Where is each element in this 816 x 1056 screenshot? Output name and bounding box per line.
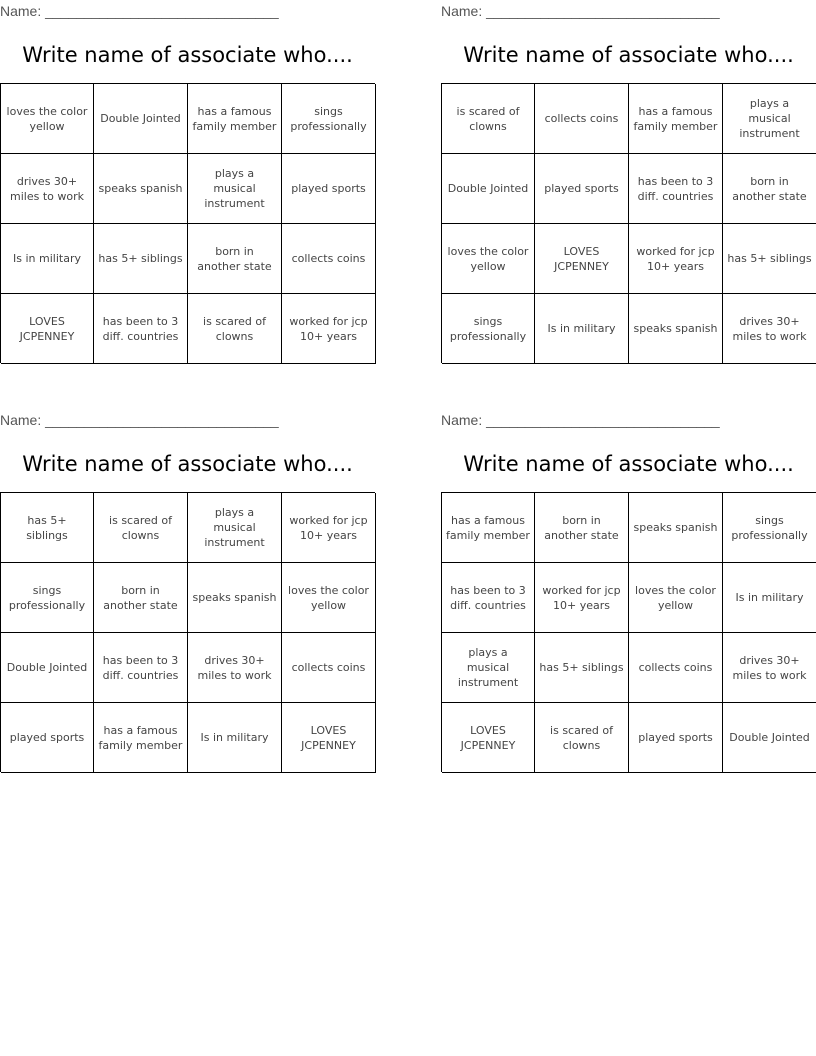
- bingo-grid: [0, 492, 375, 772]
- bingo-cell[interactable]: Is in military: [535, 294, 629, 364]
- bingo-cell[interactable]: plays a musical instrument: [442, 633, 535, 703]
- bingo-grid: [441, 492, 816, 772]
- bingo-cell[interactable]: Double Jointed: [94, 84, 188, 154]
- bingo-cell[interactable]: loves the color yellow: [629, 563, 723, 633]
- bingo-cell[interactable]: collects coins: [535, 84, 629, 154]
- bingo-cell[interactable]: played sports: [282, 154, 376, 224]
- bingo-cell[interactable]: plays a musical instrument: [188, 493, 282, 563]
- bingo-cell[interactable]: is scared of clowns: [535, 703, 629, 773]
- bingo-cell[interactable]: loves the color yellow: [1, 84, 94, 154]
- bingo-grid: [0, 83, 375, 363]
- bingo-cell[interactable]: born in another state: [94, 563, 188, 633]
- bingo-cell[interactable]: worked for jcp 10+ years: [282, 493, 376, 563]
- bingo-cell[interactable]: Double Jointed: [442, 154, 535, 224]
- bingo-cell[interactable]: speaks spanish: [629, 493, 723, 563]
- bingo-cell[interactable]: has 5+ siblings: [1, 493, 94, 563]
- bingo-cell[interactable]: Is in military: [723, 563, 816, 633]
- card-title: Write name of associate who....: [22, 452, 353, 476]
- bingo-cell[interactable]: has 5+ siblings: [723, 224, 816, 294]
- bingo-card-1: [0, 0, 375, 372]
- bingo-cell[interactable]: is scared of clowns: [94, 493, 188, 563]
- bingo-cell[interactable]: collects coins: [629, 633, 723, 703]
- bingo-cell[interactable]: has been to 3 diff. countries: [94, 633, 188, 703]
- bingo-cell[interactable]: Is in military: [188, 703, 282, 773]
- card-title: Write name of associate who....: [463, 43, 794, 67]
- bingo-cell[interactable]: drives 30+ miles to work: [1, 154, 94, 224]
- bingo-cell[interactable]: drives 30+ miles to work: [723, 633, 816, 703]
- bingo-cell[interactable]: worked for jcp 10+ years: [535, 563, 629, 633]
- bingo-cell[interactable]: Is in military: [1, 224, 94, 294]
- bingo-cell[interactable]: worked for jcp 10+ years: [629, 224, 723, 294]
- bingo-cell[interactable]: speaks spanish: [94, 154, 188, 224]
- bingo-cell[interactable]: has a famous family member: [629, 84, 723, 154]
- name-field[interactable]: Name: ______________________________: [0, 412, 279, 428]
- bingo-cell[interactable]: born in another state: [723, 154, 816, 224]
- card-title: Write name of associate who....: [463, 452, 794, 476]
- bingo-cell[interactable]: loves the color yellow: [442, 224, 535, 294]
- bingo-cell[interactable]: has a famous family member: [442, 493, 535, 563]
- bingo-cell[interactable]: Double Jointed: [1, 633, 94, 703]
- bingo-card-4: [441, 409, 816, 781]
- bingo-cell[interactable]: drives 30+ miles to work: [188, 633, 282, 703]
- bingo-cell[interactable]: has been to 3 diff. countries: [629, 154, 723, 224]
- bingo-cell[interactable]: plays a musical instrument: [188, 154, 282, 224]
- bingo-cell[interactable]: has been to 3 diff. countries: [442, 563, 535, 633]
- bingo-cell[interactable]: born in another state: [535, 493, 629, 563]
- bingo-cell[interactable]: has a famous family member: [188, 84, 282, 154]
- bingo-cell[interactable]: has 5+ siblings: [94, 224, 188, 294]
- bingo-cell[interactable]: collects coins: [282, 224, 376, 294]
- bingo-cell[interactable]: speaks spanish: [188, 563, 282, 633]
- name-field[interactable]: Name: ______________________________: [0, 3, 279, 19]
- bingo-grid: [441, 83, 816, 363]
- bingo-cell[interactable]: born in another state: [188, 224, 282, 294]
- bingo-cell[interactable]: has been to 3 diff. countries: [94, 294, 188, 364]
- card-title: Write name of associate who....: [22, 43, 353, 67]
- bingo-cell[interactable]: speaks spanish: [629, 294, 723, 364]
- bingo-cell[interactable]: played sports: [1, 703, 94, 773]
- bingo-cell[interactable]: has a famous family member: [94, 703, 188, 773]
- bingo-cell[interactable]: LOVES JCPENNEY: [1, 294, 94, 364]
- bingo-card-2: [441, 0, 816, 372]
- bingo-cell[interactable]: worked for jcp 10+ years: [282, 294, 376, 364]
- bingo-cell[interactable]: LOVES JCPENNEY: [442, 703, 535, 773]
- bingo-cell[interactable]: LOVES JCPENNEY: [282, 703, 376, 773]
- bingo-cell[interactable]: sings professionally: [282, 84, 376, 154]
- bingo-cell[interactable]: plays a musical instrument: [723, 84, 816, 154]
- bingo-card-3: [0, 409, 375, 781]
- bingo-cell[interactable]: Double Jointed: [723, 703, 816, 773]
- name-field[interactable]: Name: ______________________________: [441, 412, 720, 428]
- bingo-cell[interactable]: sings professionally: [1, 563, 94, 633]
- bingo-cell[interactable]: is scared of clowns: [188, 294, 282, 364]
- bingo-cell[interactable]: collects coins: [282, 633, 376, 703]
- bingo-cell[interactable]: has 5+ siblings: [535, 633, 629, 703]
- name-field[interactable]: Name: ______________________________: [441, 3, 720, 19]
- bingo-cell[interactable]: played sports: [629, 703, 723, 773]
- bingo-cell[interactable]: played sports: [535, 154, 629, 224]
- bingo-cell[interactable]: loves the color yellow: [282, 563, 376, 633]
- bingo-cell[interactable]: LOVES JCPENNEY: [535, 224, 629, 294]
- bingo-cell[interactable]: is scared of clowns: [442, 84, 535, 154]
- bingo-cell[interactable]: sings professionally: [723, 493, 816, 563]
- bingo-cell[interactable]: drives 30+ miles to work: [723, 294, 816, 364]
- bingo-cell[interactable]: sings professionally: [442, 294, 535, 364]
